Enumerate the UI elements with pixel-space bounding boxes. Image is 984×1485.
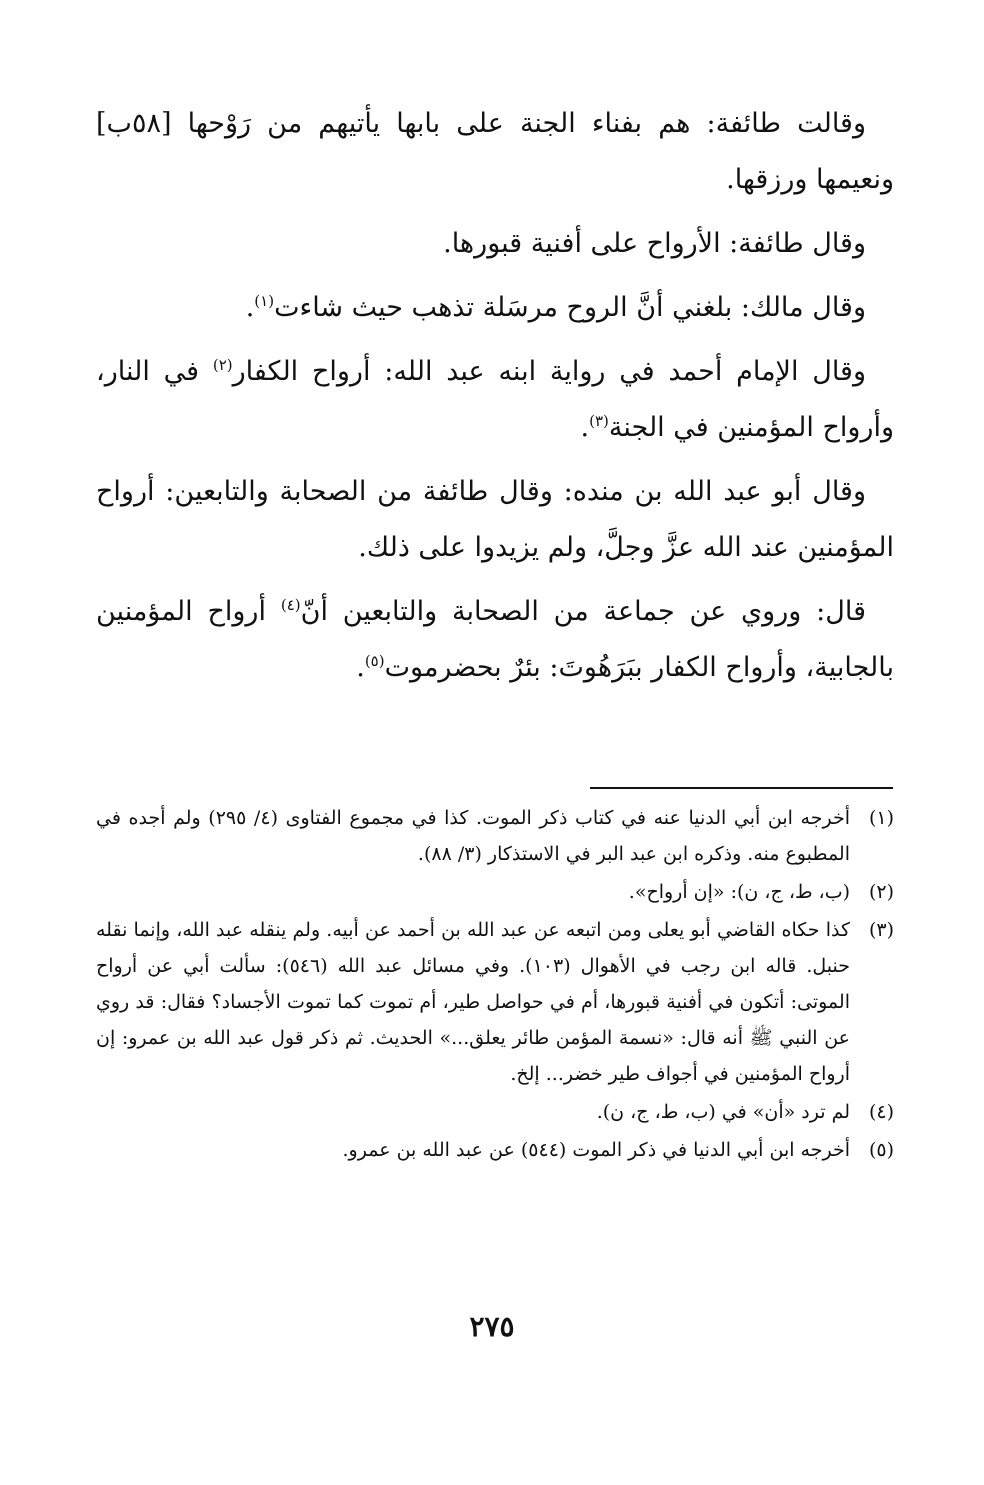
note-ref-4: (٤) [280, 596, 301, 614]
paragraph-6 [96, 584, 894, 696]
footnote-5 [96, 1132, 894, 1168]
footnote-text: أخرجه ابن أبي الدنيا عنه في كتاب ذكر الموت. كذا في مجموع الفتاوى (٤/ ٢٩٥) ولم أجده في المطبوع منه. وذكره ابن عبد البر في الاستذكار (٣/ ٨٨). [96, 807, 850, 865]
note-ref-2: (٢) [212, 356, 233, 374]
note-ref-5: (٥) [364, 652, 385, 670]
footnote-text: (ب، ط، ج، ن): «إن أرواح». [628, 881, 850, 903]
paragraph-3-text: وقال مالك: بلغني أنَّ الروح مرسَلة تذهب حيث شاءت [274, 292, 866, 323]
paragraph-6-mid: أرواح المؤمنين بالجابية، وأرواح الكفار ببَرَهُوتَ: بئرٌ بحضرموت [96, 596, 894, 683]
footnote-divider [590, 787, 893, 789]
footnote-1 [96, 800, 894, 872]
paragraph-1: وقالت طائفة: هم بفناء الجنة على بابها يأتيهم من رَوْحها [٥٨ب] ونعيمها ورزقها. [96, 108, 894, 195]
note-ref-1: (١) [254, 292, 275, 310]
page-number: ٢٧٥ [469, 1310, 515, 1343]
footnote-number: (٢) [868, 881, 894, 903]
footnote-text: لم ترد «أن» في (ب، ط، ج، ن). [596, 1101, 850, 1123]
footnote-3 [96, 912, 894, 1092]
footnote-text: كذا حكاه القاضي أبو يعلى ومن اتبعه عن عبد الله بن أحمد عن أبيه. ولم ينقله عبد الله، وإنما نقله حنبل. قاله ابن رجب في الأهوال (١٠٣). وفي مسائل عبد الله (٥٤٦): سألت أبي عن أرواح الموتى: أتكون في أفنية قبورها، أم في حواصل طير، أم تموت كما تموت الأجساد؟ فقال: قد روي عن النبي ﷺ أنه قال: «نسمة المؤمن طائر يعلق...» الحديث. ثم ذكر قول عبد الله بن عمرو: إن أرواح المؤمنين في أجواف طير خضر... إلخ. [96, 919, 850, 1085]
paragraph-3 [96, 280, 894, 336]
footnote-number: (٥) [868, 1139, 894, 1161]
paragraph-4-mid: في النار، وأرواح المؤمنين في الجنة [96, 356, 894, 443]
paragraph-4-end: . [580, 412, 590, 443]
paragraph-5: وقال أبو عبد الله بن منده: وقال طائفة من الصحابة والتابعين: أرواح المؤمنين عند الله عزَّ وجلَّ، ولم يزيدوا على ذلك. [96, 476, 894, 563]
footnote-number: (١) [868, 807, 894, 829]
footnote-2 [96, 874, 894, 910]
footnote-number: (٣) [868, 919, 894, 941]
paragraph-6-text: قال: وروي عن جماعة من الصحابة والتابعين أنّ [300, 596, 866, 627]
paragraph-6-end: . [356, 652, 365, 683]
note-ref-3: (٣) [589, 412, 609, 430]
footnote-text: أخرجه ابن أبي الدنيا في ذكر الموت (٥٤٤) عن عبد الله بن عمرو. [342, 1139, 850, 1161]
paragraph-4 [96, 344, 894, 456]
footnote-number: (٤) [868, 1101, 894, 1123]
paragraph-4-text: وقال الإمام أحمد في رواية ابنه عبد الله: أرواح الكفار [232, 356, 867, 387]
footnote-4 [96, 1094, 894, 1130]
paragraph-3-end: . [245, 292, 255, 323]
main-text [96, 96, 894, 704]
footnotes [96, 800, 894, 1170]
paragraph-2: وقال طائفة: الأرواح على أفنية قبورها. [443, 228, 866, 259]
